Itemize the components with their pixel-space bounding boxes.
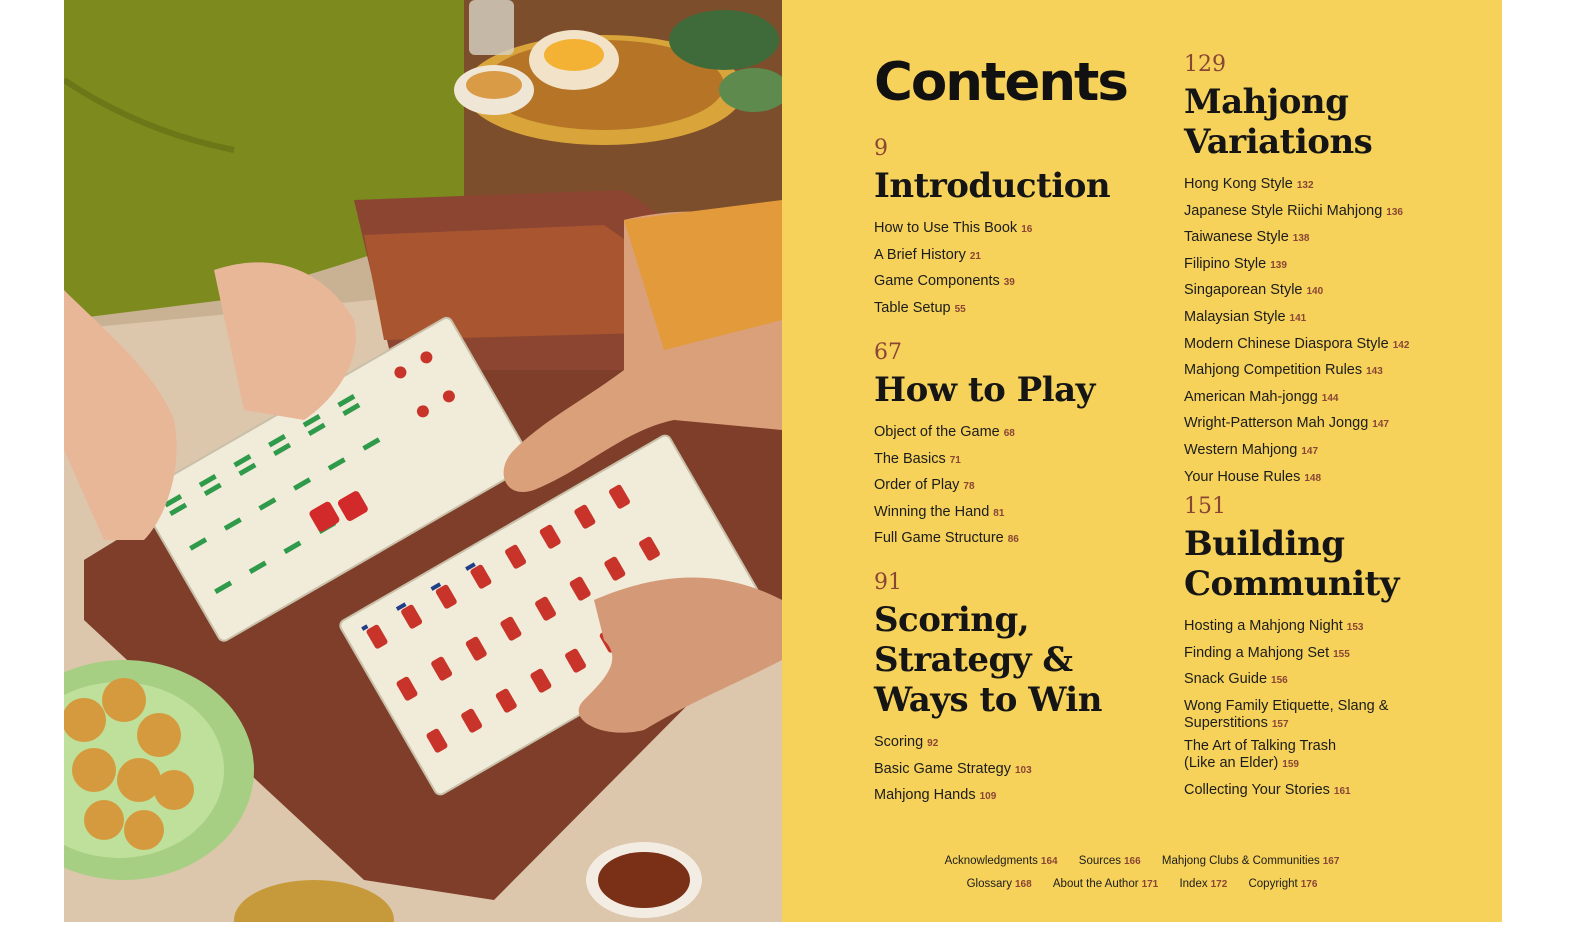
toc-entry[interactable] — [1184, 438, 1484, 465]
toc-entry-label: Malaysian Style — [1184, 308, 1286, 325]
back-matter-page: 171 — [1141, 879, 1159, 890]
back-matter-page: 168 — [1014, 879, 1032, 890]
toc-entry[interactable] — [874, 420, 1174, 447]
toc-entry[interactable] — [1184, 698, 1404, 733]
toc-entry-page: 86 — [1007, 534, 1019, 546]
section-page-number: 67 — [874, 340, 902, 365]
back-matter-entry[interactable] — [1053, 878, 1158, 890]
toc-entry[interactable] — [1184, 332, 1484, 359]
toc-entry[interactable] — [1184, 199, 1484, 226]
toc-entry-label: American Mah-jongg — [1184, 388, 1318, 405]
mahjong-scene-illustration — [64, 0, 782, 922]
toc-entry-label: Mahjong Competition Rules — [1184, 362, 1363, 379]
toc-entry[interactable] — [1184, 252, 1484, 279]
toc-entry-page: 141 — [1289, 312, 1307, 324]
toc-entry-page: 144 — [1321, 392, 1339, 404]
toc-entry-page: 103 — [1015, 764, 1032, 776]
toc-entry-label: Order of Play — [874, 477, 960, 494]
back-matter-page: 176 — [1300, 879, 1318, 890]
toc-entry[interactable] — [1184, 614, 1444, 641]
back-matter-entry[interactable] — [967, 878, 1032, 890]
toc-entry[interactable] — [1184, 305, 1484, 332]
toc-entry-page: 136 — [1386, 206, 1403, 218]
toc-entry-page: 92 — [927, 738, 939, 749]
toc-entry-page: 16 — [1021, 224, 1033, 235]
toc-entry-label: Wong Family Etiquette, Slang & Superstitions — [1184, 697, 1389, 731]
back-matter-label: Copyright — [1248, 878, 1298, 890]
toc-entry[interactable] — [874, 730, 1114, 757]
toc-entry-label: Hong Kong Style — [1184, 176, 1293, 192]
toc-entry-page: 55 — [954, 303, 966, 315]
toc-entry-page: 138 — [1292, 233, 1310, 245]
toc-entry-page: 147 — [1301, 445, 1319, 457]
page-title: Contents — [874, 52, 1127, 113]
toc-entry-label: Taiwanese Style — [1184, 229, 1289, 246]
back-matter-label: Index — [1179, 878, 1208, 890]
section-building-community — [1184, 494, 1444, 804]
toc-entry-label: The Art of Talking Trash (Like an Elder) — [1184, 737, 1337, 771]
back-matter-page: 166 — [1123, 856, 1141, 867]
toc-entry[interactable] — [1184, 738, 1354, 773]
toc-entry[interactable] — [874, 757, 1114, 784]
toc-entry-page: 78 — [963, 481, 975, 493]
toc-entry-label: Western Mahjong — [1184, 441, 1298, 458]
section-entries — [1184, 172, 1484, 491]
toc-entry[interactable] — [1184, 411, 1484, 438]
toc-entry[interactable] — [1184, 385, 1484, 412]
section-page-number: 129 — [1184, 52, 1226, 77]
back-matter-entry[interactable] — [1248, 878, 1317, 890]
section-entries — [1184, 614, 1444, 804]
back-matter-label: Sources — [1078, 855, 1121, 867]
back-matter-entry[interactable] — [1079, 855, 1141, 867]
toc-entry[interactable] — [1184, 641, 1444, 668]
toc-entry-page: 109 — [979, 791, 997, 803]
toc-entry-label: Object of the Game — [874, 424, 1000, 440]
toc-entry[interactable] — [874, 526, 1174, 553]
back-matter-page: 167 — [1322, 856, 1340, 867]
toc-entry-page: 71 — [949, 454, 961, 466]
section-entries — [874, 216, 1174, 322]
toc-entry-label: A Brief History — [874, 246, 966, 263]
toc-entry-page: 21 — [969, 250, 981, 262]
back-matter-entry[interactable] — [945, 855, 1058, 867]
back-matter-label: About the Author — [1052, 878, 1139, 890]
toc-entry-page: 139 — [1270, 259, 1287, 271]
toc-entry[interactable] — [874, 473, 1174, 500]
toc-entry-label: Table Setup — [874, 299, 951, 316]
back-matter-label: Glossary — [966, 878, 1012, 890]
toc-entry-label: Game Components — [874, 273, 1000, 290]
toc-entry-page: 157 — [1271, 718, 1289, 730]
toc-entry[interactable] — [874, 296, 1174, 323]
toc-entry[interactable] — [1184, 465, 1484, 492]
toc-entry-page: 132 — [1296, 180, 1314, 191]
toc-entry-page: 155 — [1333, 648, 1350, 660]
toc-entry-label: How to Use This Book — [874, 220, 1018, 236]
back-matter-entry[interactable] — [1162, 855, 1340, 867]
toc-entry-label: Hosting a Mahjong Night — [1184, 618, 1343, 634]
mahjong-photo — [64, 0, 782, 922]
toc-entry[interactable] — [874, 269, 1174, 296]
toc-entry-label: Scoring — [874, 734, 924, 750]
toc-entry[interactable] — [1184, 225, 1484, 252]
toc-entry-label: Japanese Style Riichi Mahjong — [1184, 202, 1383, 219]
toc-entry[interactable] — [874, 500, 1174, 527]
toc-entry-label: Full Game Structure — [874, 530, 1004, 547]
section-how-to-play — [874, 340, 1174, 553]
toc-entry-label: Winning the Hand — [874, 503, 990, 520]
section-introduction — [874, 136, 1174, 322]
toc-entry-page: 39 — [1003, 277, 1015, 289]
toc-entry-label: Collecting Your Stories — [1184, 781, 1330, 798]
section-title: Introduction — [874, 166, 1111, 206]
toc-entry-page: 142 — [1392, 339, 1410, 351]
toc-entry[interactable] — [1184, 778, 1444, 805]
toc-entry[interactable] — [874, 783, 1114, 810]
toc-entry-label: Filipino Style — [1184, 255, 1267, 272]
toc-entry-label: Singaporean Style — [1184, 282, 1303, 299]
toc-entry[interactable] — [1184, 667, 1444, 694]
toc-entry-page: 140 — [1306, 286, 1324, 298]
back-matter-page: 164 — [1040, 856, 1058, 867]
toc-entry-page: 161 — [1333, 785, 1351, 797]
toc-entry[interactable] — [874, 216, 1174, 243]
section-page-number: 9 — [874, 136, 888, 161]
toc-entry-label: Basic Game Strategy — [874, 760, 1011, 777]
section-title: Mahjong Variations — [1184, 82, 1373, 162]
toc-entry-page: 143 — [1366, 366, 1383, 378]
toc-entry[interactable] — [874, 447, 1174, 474]
back-matter-page: 172 — [1210, 879, 1228, 890]
toc-entry-label: Your House Rules — [1184, 468, 1301, 485]
toc-entry-label: Mahjong Hands — [874, 787, 976, 804]
back-matter-entry[interactable] — [1179, 878, 1227, 890]
section-entries — [874, 730, 1114, 810]
section-page-number: 91 — [874, 570, 902, 595]
section-mahjong-variations — [1184, 52, 1484, 491]
section-title: Building Community — [1184, 524, 1400, 604]
section-scoring — [874, 570, 1114, 810]
toc-entry[interactable] — [1184, 358, 1484, 385]
toc-entry-label: Snack Guide — [1184, 671, 1268, 688]
section-title: Scoring, Strategy & Ways to Win — [874, 600, 1102, 720]
section-page-number: 151 — [1184, 494, 1226, 519]
toc-entry-page: 81 — [993, 507, 1005, 519]
toc-entry-page: 153 — [1346, 622, 1364, 633]
toc-entry-page: 68 — [1003, 428, 1015, 439]
back-matter-row — [822, 850, 1462, 873]
toc-entry-page: 159 — [1282, 758, 1299, 770]
back-matter — [822, 850, 1462, 896]
toc-entry-label: The Basics — [874, 450, 946, 467]
contents-page — [782, 0, 1502, 922]
section-title: How to Play — [874, 370, 1095, 410]
toc-entry[interactable] — [874, 243, 1174, 270]
toc-entry[interactable] — [1184, 172, 1484, 199]
toc-entry-label: Modern Chinese Diaspora Style — [1184, 335, 1389, 352]
back-matter-label: Acknowledgments — [944, 855, 1038, 867]
back-matter-label: Mahjong Clubs & Communities — [1161, 855, 1320, 867]
toc-entry-page: 156 — [1271, 675, 1288, 687]
toc-entry-page: 147 — [1372, 419, 1389, 431]
toc-entry-label: Wright-Patterson Mah Jongg — [1184, 415, 1369, 432]
toc-entry-label: Finding a Mahjong Set — [1184, 644, 1330, 661]
toc-entry[interactable] — [1184, 278, 1484, 305]
back-matter-row — [822, 873, 1462, 896]
section-entries — [874, 420, 1174, 553]
toc-entry-page: 148 — [1304, 472, 1322, 484]
